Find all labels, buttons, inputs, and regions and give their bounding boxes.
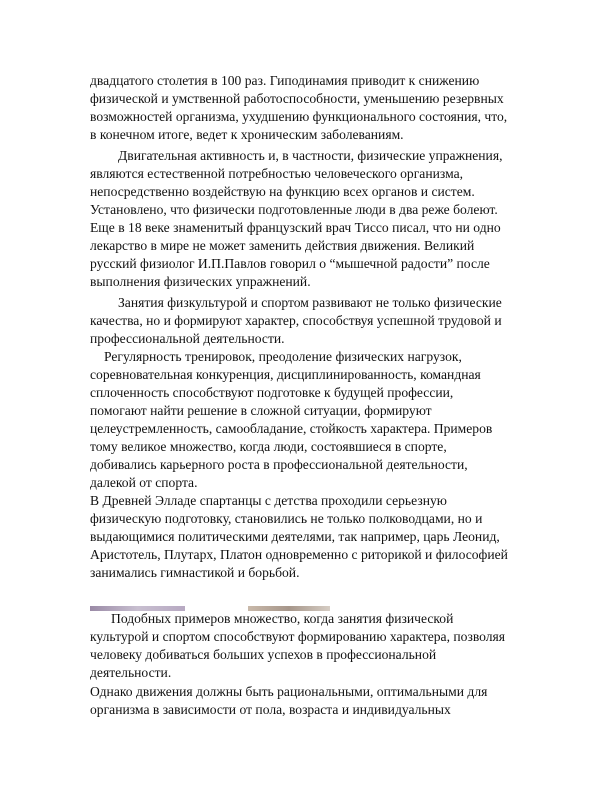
text-line: соревновательная конкуренция, дисциплинированность, командная	[90, 367, 481, 382]
text-line: занимались гимнастикой и борьбой.	[90, 565, 300, 580]
text-line: Двигательная активность и, в частности, физические упражнения,	[118, 148, 503, 163]
text-line: добивались карьерного роста в профессиональной деятельности,	[90, 457, 468, 472]
text-line: физическую подготовку, становились не только полководцами, но и	[90, 511, 483, 526]
text-line: организма в зависимости от пола, возраста и индивидуальных	[90, 702, 451, 717]
text-line: помогают найти решение в сложной ситуации, формируют	[90, 403, 432, 418]
text-line: в конечном итоге, ведет к хроническим заболеваниям.	[90, 127, 404, 142]
text-line: Регулярность тренировок, преодоление физических нагрузок,	[104, 349, 462, 364]
text-line: выполнения физических упражнений.	[90, 274, 311, 289]
text-line: Занятия физкультурой и спортом развивают не только физические	[118, 295, 502, 310]
text-line: Аристотель, Плутарх, Платон одновременно с риторикой и философией	[90, 547, 508, 562]
text-line: физической и умственной работоспособности, уменьшению резервных	[90, 91, 504, 106]
text-line: культурой и спортом способствуют формированию характера, позволяя	[90, 629, 506, 644]
text-line: Еще в 18 веке знаменитый французский врач Тиссо писал, что ни одно	[90, 220, 501, 235]
text-line: русский физиолог И.П.Павлов говорил о “мышечной радости” после	[90, 256, 490, 271]
text-line: двадцатого столетия в 100 раз. Гиподинамия приводит к снижению	[90, 73, 480, 88]
text-line: Однако движения должны быть рациональными, оптимальными для	[90, 684, 488, 699]
text-line: являются естественной потребностью человеческого организма,	[90, 166, 464, 181]
text-line: В Древней Элладе спартанцы с детства проходили серьезную	[90, 493, 447, 508]
text-line: выдающимися политическими деятелями, так например, царь Леонид,	[90, 529, 500, 544]
text-line: лекарство в мире не может заменить действия движения. Великий	[90, 238, 475, 253]
text-line: непосредственно воздействую на функцию всех органов и систем.	[90, 184, 475, 199]
text-line: Установлено, что физически подготовленные люди в два реже болеют.	[90, 202, 498, 217]
text-line: целеустремленность, самообладание, стойкость характера. Примеров	[90, 421, 493, 436]
text-line: далекой от спорта.	[90, 475, 198, 490]
text-line: сплоченность способствуют подготовке к будущей профессии,	[90, 385, 454, 400]
text-line: человеку добиваться больших успехов в профессиональной	[90, 647, 437, 662]
text-line: возможностей организма, ухудшению функционального состояния, что,	[90, 109, 508, 124]
text-line: Подобных примеров множество, когда занятия физической	[111, 611, 454, 626]
text-line: деятельности.	[90, 665, 172, 680]
text-line: качества, но и формируют характер, способствуя успешной трудовой и	[90, 313, 502, 328]
text-line: тому великое множество, когда люди, состоявшиеся в спорте,	[90, 439, 447, 454]
text-line: профессиональной деятельности.	[90, 331, 285, 346]
